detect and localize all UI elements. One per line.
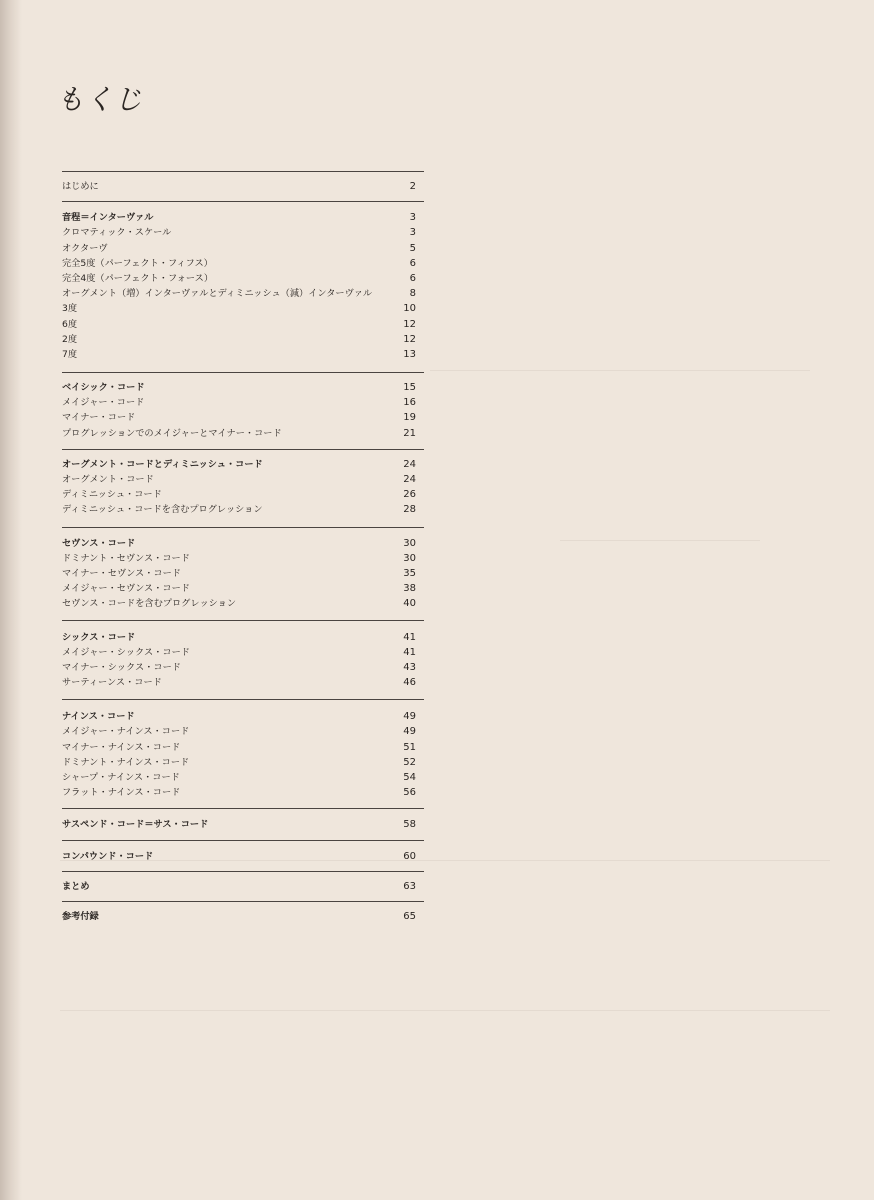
toc-entry-label: オーグメント・コードとディミニッシュ・コード xyxy=(62,458,263,470)
toc-page-number: 46 xyxy=(403,677,416,689)
toc-entry-row xyxy=(62,487,424,502)
toc-entry-label: メイジャー・セヴンス・コード xyxy=(62,583,190,595)
toc-page-number: 56 xyxy=(403,787,416,799)
toc-entry-row xyxy=(62,755,424,770)
toc-entry-row xyxy=(62,551,424,566)
toc-section xyxy=(62,449,424,527)
toc-entry-label: 2度 xyxy=(62,333,78,345)
toc-entry-row xyxy=(62,347,424,362)
toc-entry-label: メイジャー・シックス・コード xyxy=(62,646,190,658)
toc-entry-row xyxy=(62,179,424,194)
toc-entry-row xyxy=(62,271,424,286)
toc-entry-label: ベイシック・コード xyxy=(62,382,145,394)
toc-entry-row xyxy=(62,286,424,301)
toc-entry-label: プログレッションでのメイジャーとマイナー・コード xyxy=(62,427,282,439)
toc-entry-row xyxy=(62,740,424,755)
toc-entry-row xyxy=(62,332,424,347)
bleed-through-line xyxy=(560,540,760,541)
toc-page-number: 16 xyxy=(403,397,416,409)
toc-entry-label: ディミニッシュ・コード xyxy=(62,489,162,501)
toc-entry-row xyxy=(62,675,424,690)
toc-entry-row xyxy=(62,566,424,581)
toc-page-number: 54 xyxy=(403,772,416,783)
toc-entry-label: 3度 xyxy=(62,303,78,315)
page-edge-shadow xyxy=(0,0,22,1200)
toc-entry-row xyxy=(62,770,424,785)
toc-section xyxy=(62,901,424,931)
toc-entry-row xyxy=(62,301,424,316)
toc-entry-row xyxy=(62,645,424,660)
toc-entry-label: はじめに xyxy=(62,181,99,192)
toc-entry-row xyxy=(62,502,424,517)
toc-entry-label: クロマティック・スケール xyxy=(62,227,172,239)
toc-section xyxy=(62,840,424,871)
toc-section xyxy=(62,699,424,808)
toc-section xyxy=(62,201,424,372)
toc-heading-row xyxy=(62,909,424,924)
toc-page-number: 12 xyxy=(403,318,416,330)
toc-entry-label: 完全5度（パーフェクト・フィフス） xyxy=(62,257,213,269)
toc-entry-label: セヴンス・コード xyxy=(62,537,136,549)
toc-entry-label: ディミニッシュ・コードを含むプログレッション xyxy=(62,504,263,516)
toc-entry-row xyxy=(62,581,424,596)
toc-entry-label: コンパウンド・コード xyxy=(62,850,154,862)
toc-page-number: 24 xyxy=(403,458,416,470)
toc-page-number: 28 xyxy=(403,504,416,516)
toc-page-number: 5 xyxy=(409,242,416,254)
toc-entry-label: シックス・コード xyxy=(62,631,136,643)
toc-section xyxy=(62,372,424,449)
toc-heading-row xyxy=(62,849,424,864)
toc-entry-label: ドミナント・セヴンス・コード xyxy=(62,552,190,564)
toc-page-number: 3 xyxy=(409,212,416,224)
toc-entry-row xyxy=(62,426,424,441)
toc-page-number: 10 xyxy=(403,303,416,315)
toc-entry-label: 7度 xyxy=(62,348,78,360)
toc-entry-label: 音程＝インターヴァル xyxy=(62,212,154,224)
toc-section xyxy=(62,871,424,901)
toc-entry-row xyxy=(62,410,424,425)
toc-page-number: 8 xyxy=(409,288,416,300)
toc-entry-row xyxy=(62,596,424,611)
toc-entry-label: 参考付録 xyxy=(62,910,99,922)
toc-entry-label: マイナー・ナインス・コード xyxy=(62,741,181,753)
toc-entry-row xyxy=(62,241,424,256)
toc-page-number: 60 xyxy=(403,850,416,862)
toc-page-number: 2 xyxy=(409,181,416,192)
toc-entry-label: シャープ・ナインス・コード xyxy=(62,772,180,783)
toc-entry-row xyxy=(62,317,424,332)
toc-entry-label: メイジャー・コード xyxy=(62,397,145,409)
toc-heading-row xyxy=(62,630,424,645)
toc-entry-label: マイナー・セヴンス・コード xyxy=(62,567,181,579)
toc-page-number: 41 xyxy=(403,646,416,658)
toc-page-number: 52 xyxy=(403,756,416,768)
toc-heading-row xyxy=(62,380,424,395)
bleed-through-line xyxy=(60,1010,830,1011)
toc-page-number: 3 xyxy=(409,227,416,239)
toc-page-number: 51 xyxy=(403,741,416,753)
toc-heading-row xyxy=(62,817,424,832)
toc-entry-label: 完全4度（パーフェクト・フォース） xyxy=(62,272,214,284)
toc-section xyxy=(62,171,424,201)
toc-page-number: 30 xyxy=(403,537,416,549)
toc-entry-label: セヴンス・コードを含むプログレッション xyxy=(62,598,237,610)
toc-entry-row xyxy=(62,660,424,675)
toc-entry-label: 6度 xyxy=(62,318,78,330)
toc-page-number: 65 xyxy=(403,910,416,922)
toc-entry-label: サスペンド・コード＝サス・コード xyxy=(62,819,209,831)
toc-entry-row xyxy=(62,395,424,410)
toc-page-number: 6 xyxy=(409,272,416,284)
toc-heading-row xyxy=(62,879,424,894)
toc-page-number: 43 xyxy=(403,661,416,673)
toc-entry-label: オーグメント・コード xyxy=(62,474,154,485)
toc-entry-label: オーグメント（増）インターヴァルとディミニッシュ（減）インターヴァル xyxy=(62,288,373,300)
toc-entry-row xyxy=(62,724,424,739)
toc-page-number: 26 xyxy=(403,489,416,501)
toc-page-number: 58 xyxy=(403,819,416,831)
toc-section xyxy=(62,527,424,620)
toc-entry-label: オクターヴ xyxy=(62,242,108,254)
bleed-through-line xyxy=(430,370,810,371)
toc-heading-row xyxy=(62,709,424,724)
table-of-contents xyxy=(62,171,424,931)
toc-page-number: 41 xyxy=(403,631,416,643)
toc-entry-row xyxy=(62,256,424,271)
toc-entry-row xyxy=(62,472,424,487)
toc-entry-row xyxy=(62,785,424,800)
toc-heading-row xyxy=(62,457,424,472)
toc-page-number: 63 xyxy=(403,880,416,892)
toc-entry-label: ナインス・コード xyxy=(62,711,135,723)
toc-entry-label: マイナー・シックス・コード xyxy=(62,661,181,673)
toc-page-number: 6 xyxy=(409,257,416,269)
toc-page-number: 24 xyxy=(403,474,416,485)
toc-entry-label: サーティーンス・コード xyxy=(62,677,162,689)
toc-entry-label: マイナー・コード xyxy=(62,412,136,424)
toc-page-number: 19 xyxy=(403,412,416,424)
toc-section xyxy=(62,808,424,839)
toc-entry-label: フラット・ナインス・コード xyxy=(62,787,181,799)
toc-page-number: 15 xyxy=(403,382,416,394)
toc-page-number: 38 xyxy=(403,583,416,595)
toc-heading-row xyxy=(62,536,424,551)
toc-page-number: 40 xyxy=(403,598,416,610)
toc-page-number: 49 xyxy=(403,726,416,738)
toc-entry-label: メイジャー・ナインス・コード xyxy=(62,726,190,738)
toc-page-number: 30 xyxy=(403,552,416,564)
toc-entry-label: ドミナント・ナインス・コード xyxy=(62,756,190,768)
toc-page-number: 21 xyxy=(403,427,416,439)
toc-section xyxy=(62,620,424,700)
toc-page-number: 12 xyxy=(403,333,416,345)
page-title: もくじ xyxy=(56,83,144,116)
toc-page-number: 13 xyxy=(403,348,416,360)
toc-entry-label: まとめ xyxy=(62,880,90,892)
toc-entry-row xyxy=(62,225,424,240)
toc-page-number: 49 xyxy=(403,711,416,723)
toc-heading-row xyxy=(62,210,424,225)
toc-page-number: 35 xyxy=(403,567,416,579)
